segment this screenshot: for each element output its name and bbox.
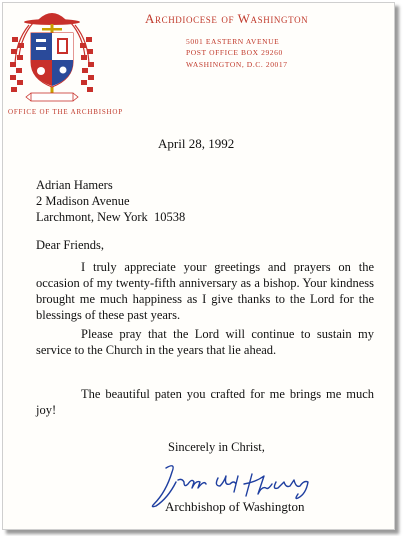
letterhead-organization: Archdiocese of Washington [145,11,309,26]
body-paragraph: The beautiful paten you crafted for me brings me much joy! [36,387,374,417]
recipient-name: Adrian Hamers [36,178,113,192]
recipient-city: Larchmont, New York 10538 [36,210,186,224]
recipient-street: 2 Madison Avenue [36,194,130,208]
letterhead-address-line: 5001 EASTERN AVENUE [186,37,280,46]
archdiocese-crest-icon [9,7,95,109]
body-paragraph: Please pray that the Lord will continue to sustain my service to the Church in the years that lie ahead. [36,327,374,357]
letter-page [2,2,395,530]
letterhead-address-line: POST OFFICE BOX 29260 [186,48,283,57]
signer-title: Archbishop of Washington [165,499,305,514]
letterhead-office: OFFICE OF THE ARCHBISHOP [8,108,123,116]
closing: Sincerely in Christ, [168,440,265,454]
letterhead-address-line: WASHINGTON, D.C. 20017 [186,60,288,69]
body-paragraph: I truly appreciate your greetings and prayers on the occasion of my twenty-fifth anniversary as a bishop. Your kindness brought me much happiness as I give thanks to the Lord for the blessings of these past years. [36,260,374,322]
salutation: Dear Friends, [36,238,105,252]
letter-date: April 28, 1992 [158,136,235,151]
